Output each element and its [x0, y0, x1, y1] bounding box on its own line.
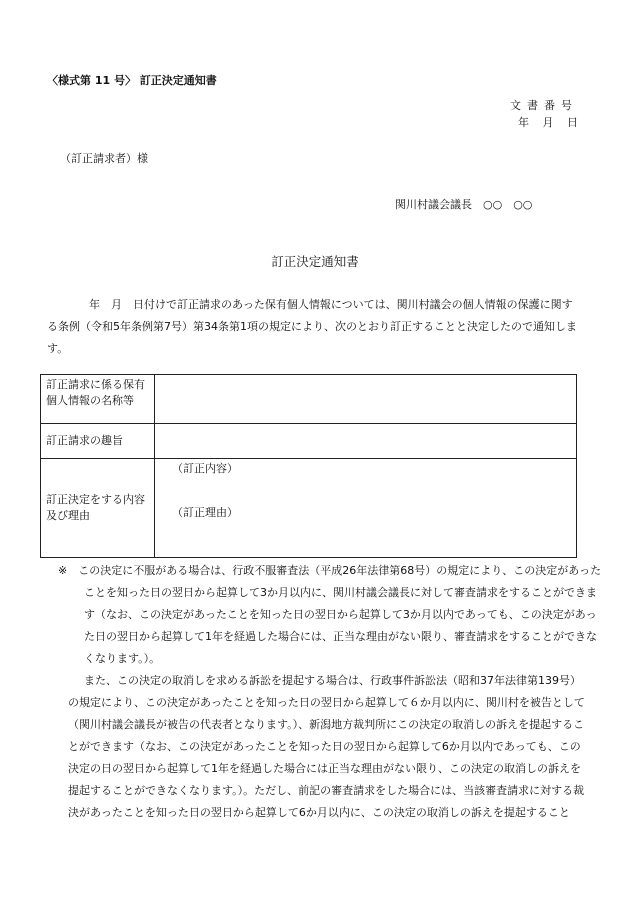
document-date: 年 月 日: [518, 116, 578, 129]
decision-content-label: 訂正決定をする内容及び理由: [41, 459, 155, 558]
appeal-note: ※ この決定に不服がある場合は、行政不服審査法（平成26年法律第68号）の規定により、この決定があったことを知った日の翌日から起算して3か月以内に、関川村議会議長に対して審査請求をすることができます（なお、この決定があったことを知った日の翌日から起算して3か月以内であっても、この決定があった日の翌日から起算して1年を経過した場合には、正当な理由がない限り、審査請求をすることができなくなります。）。: [58, 564, 602, 665]
correction-content-label: （訂正内容）: [172, 462, 238, 475]
table-row: [41, 424, 577, 459]
info-name-value: [155, 375, 577, 424]
document-number: 文書番号: [510, 99, 578, 112]
addressee: （訂正請求者）様: [60, 152, 148, 165]
notice-body: 年 月 日付けで訂正請求のあった保有個人情報については、関川村議会の個人情報の保護に関する条例（令和5年条例第7号）第34条第1項の規定により、次のとおり訂正することと決定したので通知します。: [47, 298, 577, 355]
correction-reason-label: （訂正理由）: [172, 506, 238, 519]
request-purpose-value: [155, 424, 577, 459]
table-row: [41, 459, 577, 558]
table-row: [41, 375, 577, 424]
decision-table: [40, 374, 577, 558]
info-name-label: 訂正請求に係る保有個人情報の名称等: [41, 375, 155, 424]
sender: 関川村議会議長 ○○ ○○: [395, 198, 533, 211]
lawsuit-note: また、この決定の取消しを求める訴訟を提起する場合は、行政事件訴訟法（昭和37年法律第139号）の規定により、この決定があったことを知った日の翌日から起算して６か月以内に、関川村を被告として（関川村議会議長が被告の代表者となります。）、新潟地方裁判所にこの決定の取消しの訴えを提起することができます（なお、この決定があったことを知った日の翌日から起算して6か月以内であっても、この決定の日の翌日から起算して1年を経過した場合には正当な理由がない限り、この決定の取消しの訴えを提起することができなくなります。）。ただし、前記の審査請求をした場合には、当該審査請求に対する裁決があったことを知った日の翌日から起算して6か月以内に、この決定の取消しの訴えを提起すること: [68, 674, 585, 819]
page-title: 訂正決定通知書: [271, 254, 359, 269]
decision-content-value: [155, 459, 577, 558]
form-number: 〈様式第 11 号〉 訂正決定通知書: [47, 74, 217, 87]
request-purpose-label: 訂正請求の趣旨: [41, 424, 155, 459]
